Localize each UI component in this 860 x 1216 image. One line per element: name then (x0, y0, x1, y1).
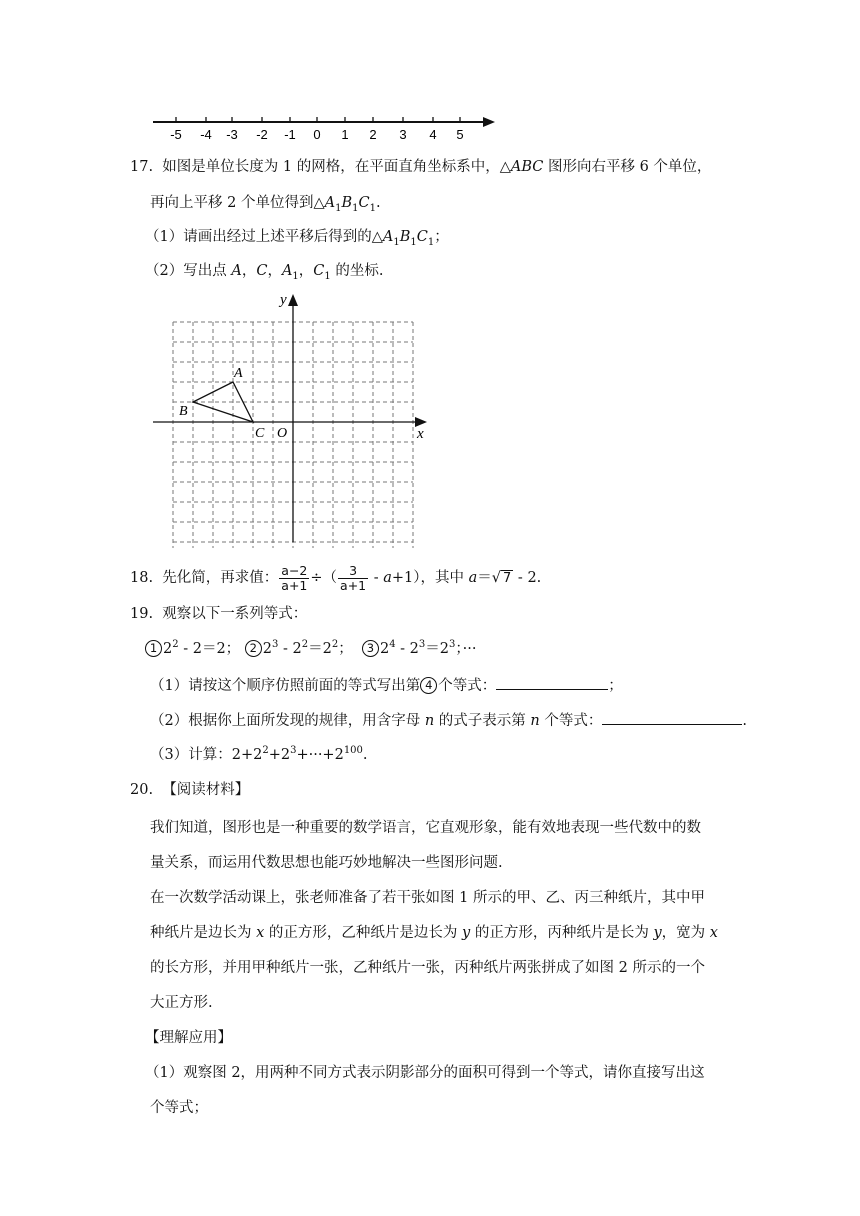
number-line-label: 1 (341, 127, 349, 142)
q20-para2-line4: 大正方形. (150, 995, 213, 1011)
question-19-part3: （3）计算：$2+2^2+2^3+\cdot\cdot\cdot+2^{100}$. (150, 745, 368, 763)
q20-para2-line2: 种纸片是边长为 x 的正方形，乙种纸片是边长为 y 的正方形，丙种纸片是长为 y，宽为 x (150, 925, 718, 941)
sqrt-sign-icon: √ (491, 570, 502, 586)
number-line-label: -4 (200, 127, 212, 142)
question-18: 18. 先化简，再求值： $\frac{a-2}{a+1}$ ÷（ $\frac{3}{a+1}$ - a+1），其中 a＝√ 7 - 2. (130, 562, 542, 593)
q20-heading-2: 【理解应用】 (145, 1030, 232, 1046)
q20-para1-line1: 我们知道，图形也是一种重要的数学语言，它直观形象，能有效地表现一些代数中的数 (150, 820, 701, 836)
point-b-label: B (179, 404, 188, 419)
q20-para1-line2: 量关系，而运用代数思想也能巧妙地解决一些图形问题. (150, 855, 503, 871)
q20-para2-line3: 的长方形，并用甲种纸片一张，乙种纸片一张，丙种纸片两张拼成了如图 2 所示的一个 (150, 960, 705, 976)
q20-part1-line2: 个等式； (150, 1100, 208, 1116)
origin-label: O (277, 426, 288, 441)
number-line-label: -2 (256, 127, 268, 142)
question-17-part1: （1）请画出经过上述平移后得到的$\triangle A_1B_1C_1$； (145, 229, 449, 248)
number-line-label: -3 (226, 127, 238, 142)
q20-part1-line1: （1）观察图 2，用两种不同方式表示阴影部分的面积可得到一个等式，请你直接写出这 (145, 1065, 705, 1081)
number-line-label: 0 (313, 127, 321, 142)
question-17-line1: 17. 如图是单位长度为 1 的网格，在平面直角坐标系中，△ABC 图形向右平移 6 个单位， (130, 159, 712, 175)
question-19-part2: （2）根据你上面所发现的规律，用含字母 n 的式子表示第 n 个等式： . (150, 710, 747, 731)
number-line-label: 2 (369, 127, 377, 142)
coordinate-grid (150, 286, 435, 548)
number-line-label: 3 (399, 127, 407, 142)
point-a-label: A (234, 366, 243, 381)
answer-blank-2[interactable] (602, 710, 742, 725)
q20-para2-line1: 在一次数学活动课上，张老师准备了若干张如图 1 所示的甲、乙、丙三种纸片，其中甲 (150, 890, 705, 906)
question-19-title: 19. 观察以下一系列等式： (130, 606, 308, 622)
number-line-label: 4 (429, 127, 437, 142)
fraction-1: $\frac{a-2}{a+1}$ (281, 562, 308, 593)
number-line (145, 108, 505, 148)
fraction-2: $\frac{3}{a+1}$ (340, 562, 367, 593)
question-17-part2: （2）写出点 A，C，$A_1$，$C_1$ 的坐标. (145, 263, 384, 282)
point-c-label: C (255, 426, 265, 441)
question-17-line2: 再向上平移 2 个单位得到$\triangle A_1B_1C_1$. (150, 195, 381, 214)
y-axis-label: y (280, 292, 287, 308)
answer-blank-1[interactable] (496, 675, 608, 690)
number-line-label: -1 (284, 127, 296, 142)
question-19-equations: 1 $2^2 - 2=2$； 2 $2^3 - 2^2=2^2$； 3 $2^4 - 2^3=2^3$；··· (145, 639, 476, 659)
question-19-part1: （1）请按这个顺序仿照前面的等式写出第 4 个等式： ； (150, 675, 623, 696)
number-line-label: 5 (456, 127, 464, 142)
x-axis-label: x (417, 426, 424, 442)
y-axis-arrow-icon (288, 294, 298, 306)
question-20-heading: 20. 【阅读材料】 (130, 782, 250, 798)
number-line-label: -5 (170, 127, 182, 142)
